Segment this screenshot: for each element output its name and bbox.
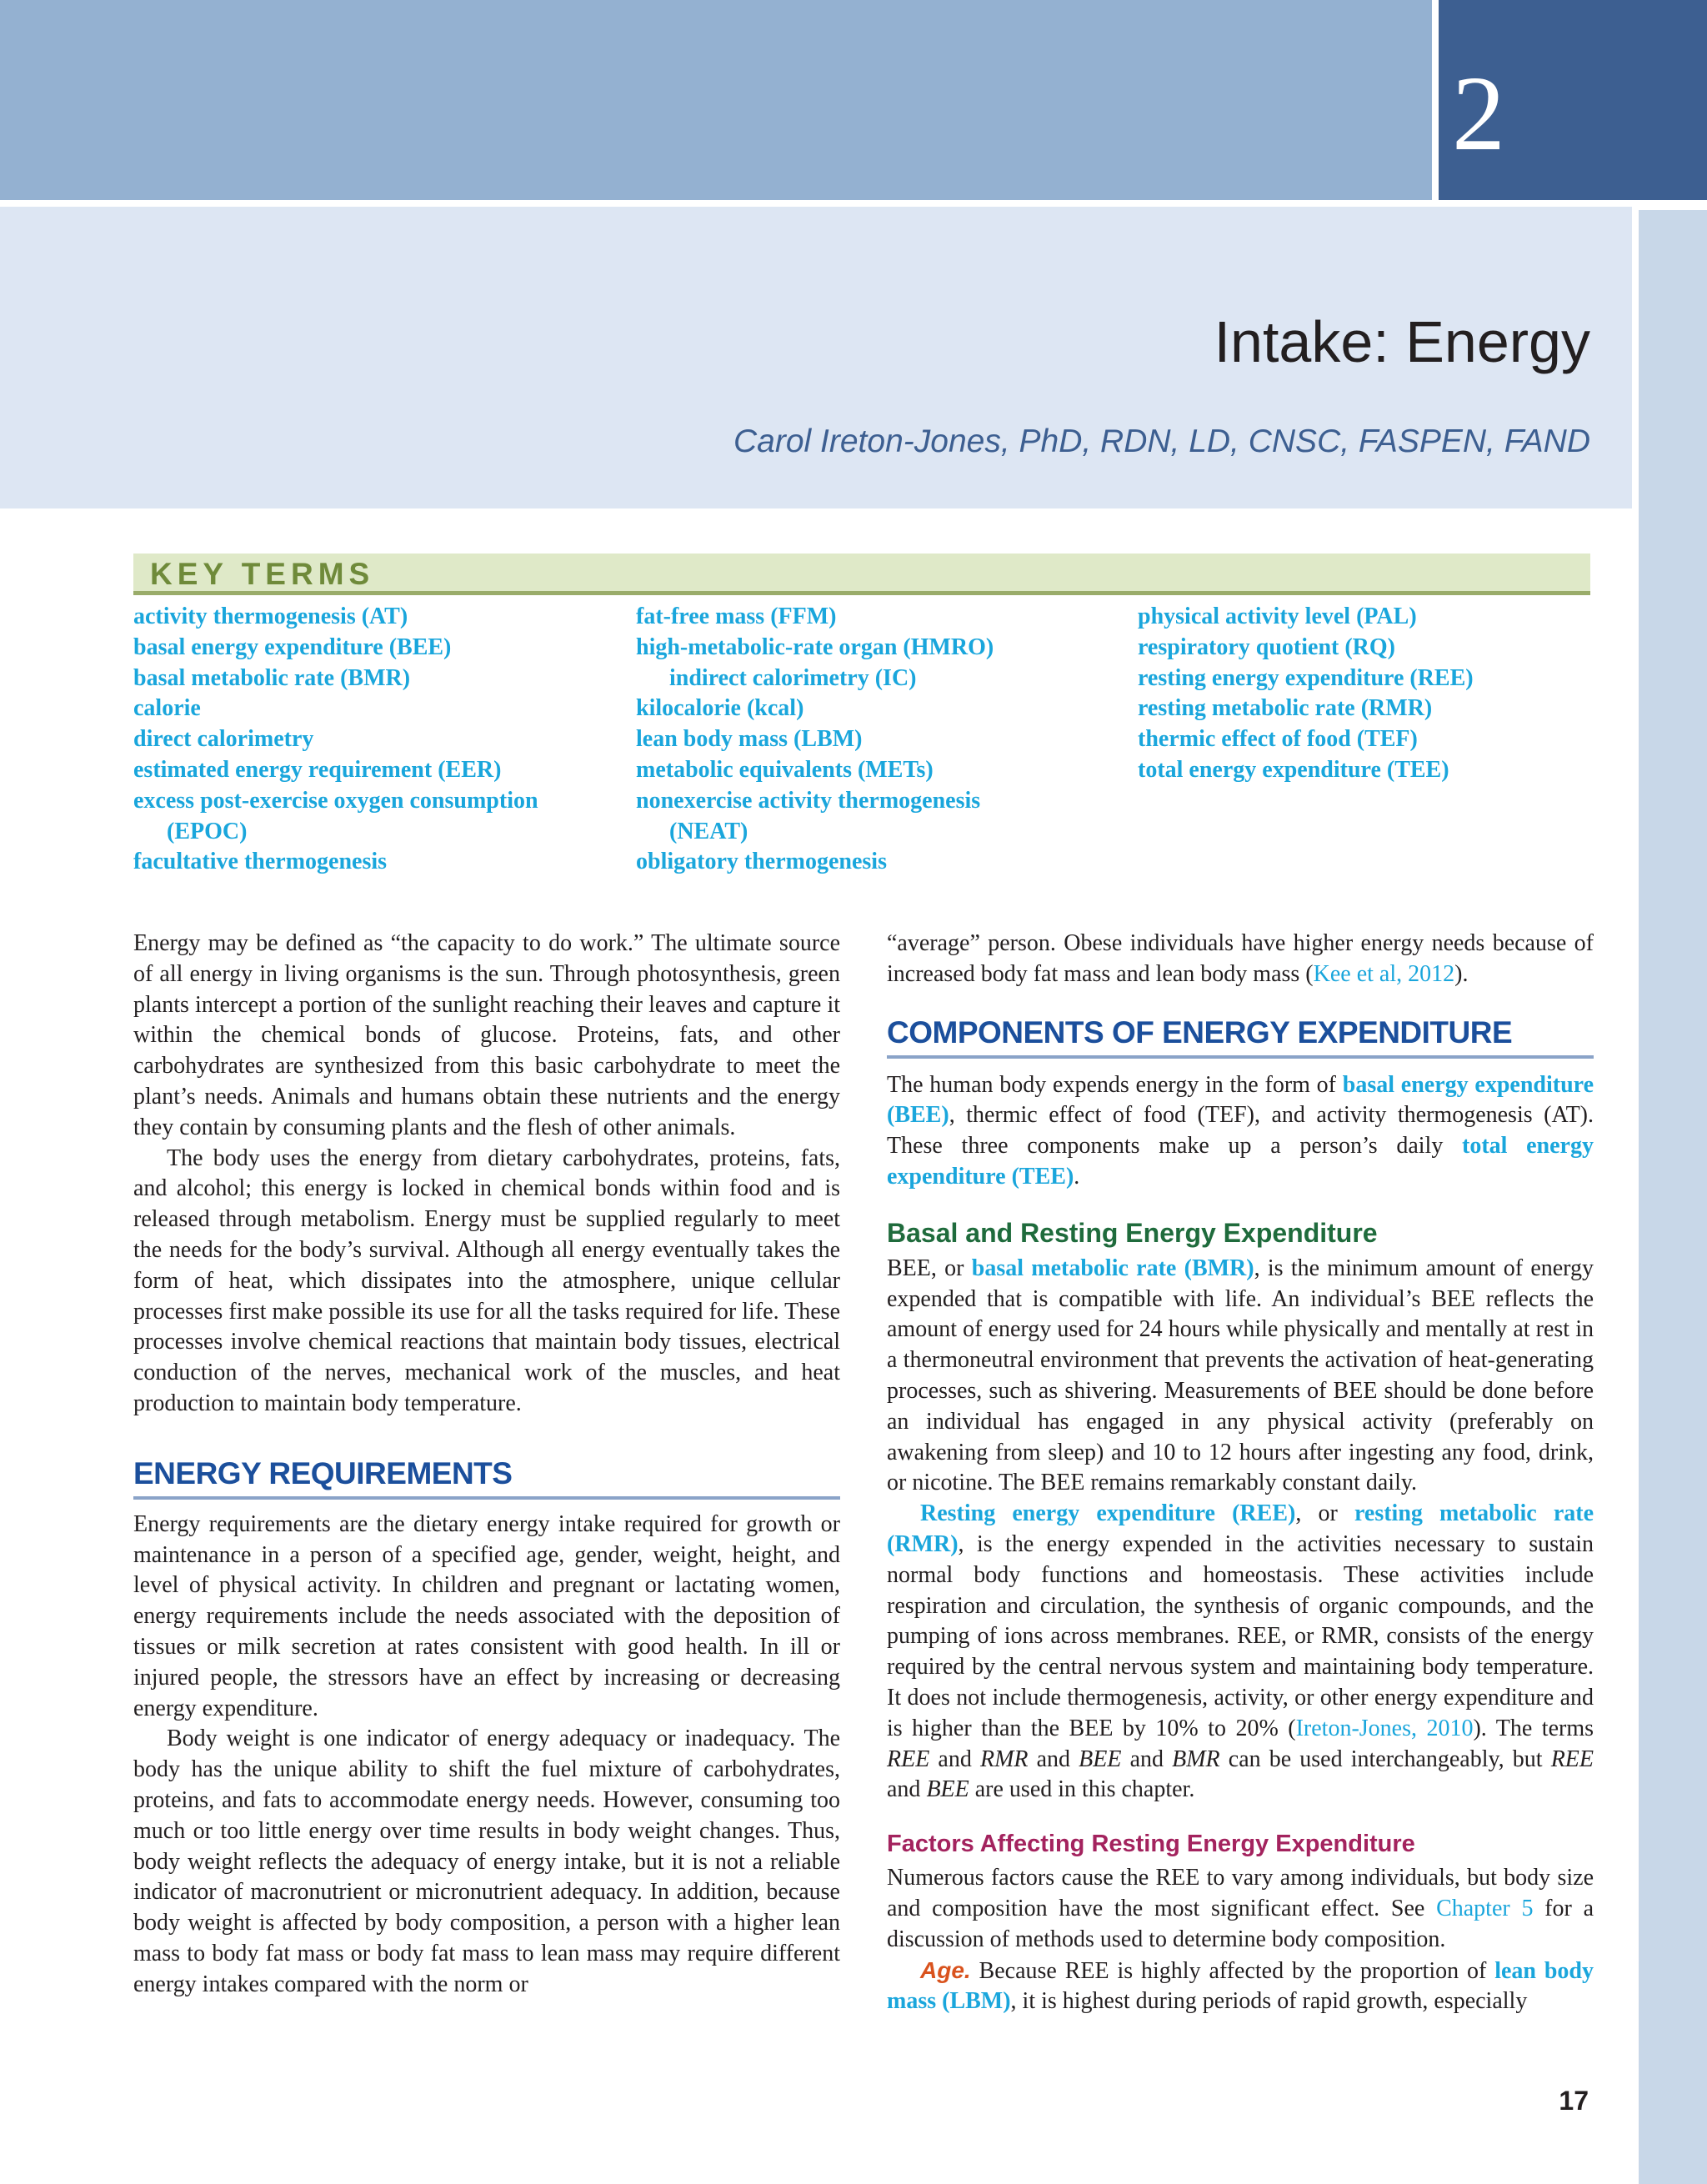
key-term[interactable]: basal metabolic rate (BMR) bbox=[133, 664, 411, 691]
key-terms-column-2 bbox=[636, 602, 1136, 878]
key-term-continuation[interactable]: (EPOC) bbox=[167, 818, 248, 844]
chapter-number: 2 bbox=[1452, 54, 1505, 173]
key-term[interactable]: kilocalorie (kcal) bbox=[636, 695, 804, 722]
citation-link[interactable]: Kee et al, 2012 bbox=[1313, 960, 1455, 987]
key-term[interactable]: total energy expenditure (TEE) bbox=[1138, 756, 1449, 783]
key-term[interactable]: respiratory quotient (RQ) bbox=[1138, 634, 1395, 660]
key-term-link[interactable]: resting metabolic rate (RMR) bbox=[887, 1500, 1594, 1557]
paragraph: BEE, or basal metabolic rate (BMR), is the minimum amount of energy expended that is compatible with life. An individual’s BEE reflects the amount of energy used for 24 hours while physically and mentally at rest in a thermoneutral environment that prevents the activation of heat-generating processes, such as shivering. Measurements of BEE should be done before an individual has engaged in any physical activity (preferably on awakening from sleep) and 10 to 12 hours after ingesting any food, drink, or nicotine. The BEE remains remarkably constant daily. bbox=[887, 1255, 1594, 1496]
run-in-heading-age: Age. bbox=[920, 1956, 971, 1983]
paragraph: The body uses the energy from dietary carbohydrates, proteins, fats, and alcohol; this energy is locked in chemical bonds within food and is released through metabolism. Energy must be supplied regularly to meet the needs for the body’s survival. Although all energy eventually takes the form of heat, which dissipates into the atmosphere, unique cellular processes first make possible its use for all the tasks required for life. These processes involve chemical reactions that maintain body tissues, electrical conduction of the nerves, mechanical work of the muscles, and heat production to maintain body temperature. bbox=[133, 1145, 840, 1416]
key-term[interactable]: calorie bbox=[133, 695, 201, 722]
key-term[interactable]: physical activity level (PAL) bbox=[1138, 604, 1417, 629]
key-term[interactable]: facultative thermogenesis bbox=[133, 849, 388, 875]
key-term-link[interactable]: total energy expenditure (TEE) bbox=[887, 1133, 1594, 1190]
paragraph: Numerous factors cause the REE to vary among individuals, but body size and composition have the most significant effect. See Chapter 5 for a discussion of methods used to determine body composition. bbox=[887, 1865, 1594, 1952]
key-term[interactable]: high-metabolic-rate organ (HMRO) bbox=[636, 634, 994, 660]
section-heading-energy-requirements: ENERGY REQUIREMENTS bbox=[133, 1456, 840, 1500]
citation-link[interactable]: Ireton-Jones, 2010 bbox=[1295, 1715, 1474, 1741]
key-term[interactable]: fat-free mass (FFM) bbox=[636, 604, 837, 629]
section-heading-components: COMPONENTS OF ENERGY EXPENDITURE bbox=[887, 1015, 1594, 1059]
key-term[interactable]: indirect calorimetry (IC) bbox=[669, 664, 917, 691]
page-number: 17 bbox=[1559, 2086, 1589, 2116]
key-terms-column-1 bbox=[133, 602, 633, 878]
key-term[interactable]: obligatory thermogenesis bbox=[636, 849, 887, 875]
paragraph: Energy may be defined as “the capacity to do work.” The ultimate source of all energy in living organisms is the sun. Through photosynthesis, green plants intercept a portion of the sunlight reaching their leaves and capture it within the chemical bonds of glucose. Proteins, fats, and other carbohydrates are synthesized from this basic carbohydrate to meet the plant’s needs. Animals and humans obtain these nutrients and the energy they contain by consuming plants and the flesh of other animals. bbox=[133, 930, 840, 1140]
key-term[interactable]: activity thermogenesis (AT) bbox=[133, 604, 408, 629]
key-term-continuation[interactable]: (NEAT) bbox=[669, 818, 748, 844]
header-band bbox=[0, 0, 1432, 200]
header-gap bbox=[1432, 0, 1439, 200]
key-term[interactable]: resting metabolic rate (RMR) bbox=[1138, 695, 1433, 722]
key-term[interactable]: basal energy expenditure (BEE) bbox=[133, 634, 452, 660]
key-term-link[interactable]: basal energy expenditure (BEE) bbox=[887, 1071, 1594, 1129]
right-column bbox=[887, 929, 1594, 2017]
key-terms-column-3 bbox=[1138, 602, 1638, 786]
paragraph: Body weight is one indicator of energy adequacy or inadequacy. The body has the unique ability to shift the fuel mixture of carbohydrates, proteins, and fats to accommodate energy needs. However, consuming too much or too little energy over time results in body weight changes. Thus, body weight reflects the adequacy of energy intake, but it is not a reliable indicator of macronutrient or micronutrient adequacy. In addition, because body weight is affected by body composition, a person with a higher lean mass to body fat mass or body fat mass to lean mass may require different energy intakes compared with the norm or bbox=[133, 1726, 840, 1997]
paragraph: “average” person. Obese individuals have higher energy needs because of increased body fat mass and lean body mass (Kee et al, 2012). bbox=[887, 930, 1594, 987]
key-term[interactable]: thermic effect of food (TEF) bbox=[1138, 726, 1418, 753]
key-terms-heading: KEY TERMS bbox=[150, 557, 375, 591]
key-term[interactable]: excess post-exercise oxygen consumption bbox=[133, 787, 538, 814]
key-term[interactable]: direct calorimetry bbox=[133, 726, 314, 753]
subsubsection-heading-factors: Factors Affecting Resting Energy Expenditure bbox=[887, 1831, 1415, 1858]
key-term[interactable]: lean body mass (LBM) bbox=[636, 726, 863, 753]
left-column bbox=[133, 929, 840, 2001]
chapter-author: Carol Ireton-Jones, PhD, RDN, LD, CNSC, FASPEN, FAND bbox=[733, 423, 1590, 459]
side-strip bbox=[1639, 210, 1707, 2184]
key-term[interactable]: nonexercise activity thermogenesis bbox=[636, 787, 981, 814]
key-term[interactable]: estimated energy requirement (EER) bbox=[133, 756, 502, 783]
key-term-link[interactable]: Resting energy expenditure (REE) bbox=[920, 1500, 1296, 1527]
key-term[interactable]: metabolic equivalents (METs) bbox=[636, 756, 934, 783]
key-term-link[interactable]: basal metabolic rate (BMR) bbox=[971, 1255, 1254, 1281]
paragraph: Age. Because REE is highly affected by the proportion of lean body mass (LBM), it is highest during periods of rapid growth, especially bbox=[887, 1956, 1594, 2015]
chapter-link[interactable]: Chapter 5 bbox=[1436, 1895, 1534, 1921]
paragraph: Resting energy expenditure (REE), or resting metabolic rate (RMR), is the energy expended in the activities necessary to sustain normal body functions and homeostasis. These activities include respiration and circulation, the synthesis of organic compounds, and the pumping of ions across membranes. REE, or RMR, consists of the energy required by the central nervous system and maintaining body temperature. It does not include thermogenesis, activity, or other energy expenditure and is higher than the BEE by 10% to 20% (Ireton-Jones, 2010). The terms REE and RMR and BEE and BMR can be used interchangeably, but REE and BEE are used in this chapter. bbox=[887, 1500, 1594, 1803]
subsection-heading-basal: Basal and Resting Energy Expenditure bbox=[887, 1217, 1378, 1248]
chapter-title: Intake: Energy bbox=[1214, 309, 1590, 374]
paragraph: Energy requirements are the dietary energy intake required for growth or maintenance in a person of a specified age, gender, weight, height, and level of physical activity. In children and pregnant or lactating women, energy requirements include the needs associated with the deposition of tissues or milk secretion at rates consistent with good health. In ill or injured people, the stressors have an effect by increasing or decreasing energy expenditure. bbox=[133, 1510, 840, 1721]
key-term[interactable]: resting energy expenditure (REE) bbox=[1138, 664, 1474, 691]
key-term-link[interactable]: lean body mass (LBM) bbox=[887, 1957, 1594, 2015]
paragraph: The human body expends energy in the form of basal energy expenditure (BEE), thermic effect of food (TEF), and activity thermogenesis (AT). These three components make up a person’s daily total energy expenditure (TEE). bbox=[887, 1071, 1594, 1190]
